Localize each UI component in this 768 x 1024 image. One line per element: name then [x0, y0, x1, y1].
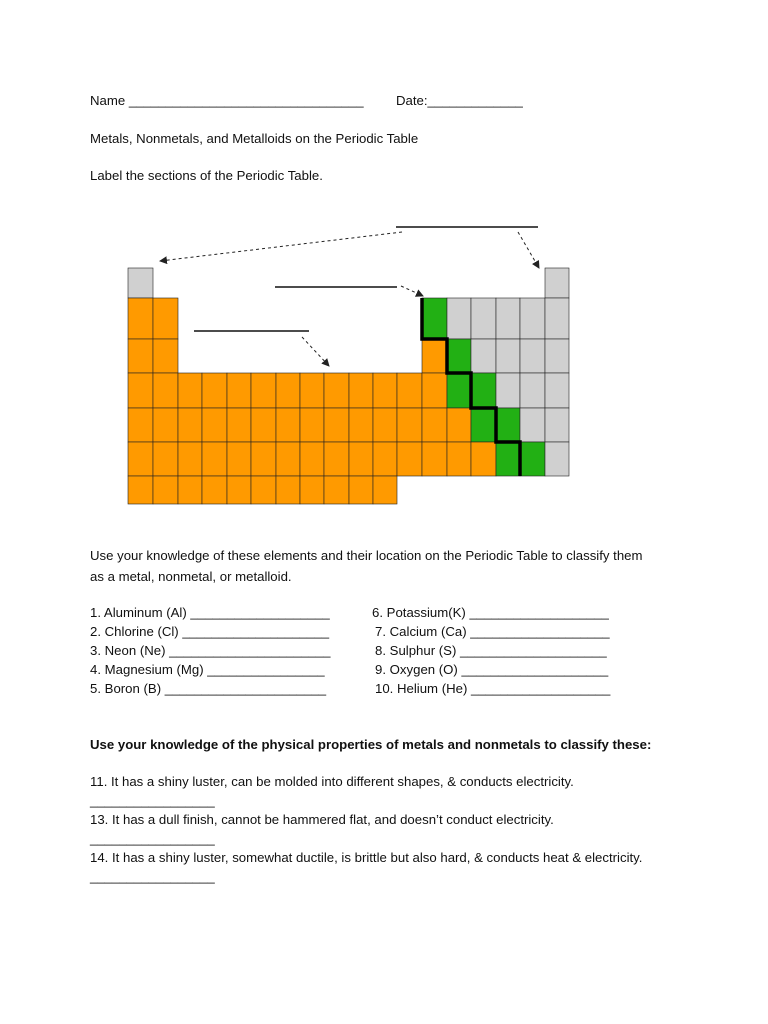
classify-instruction-line2: as a metal, nonmetal, or metalloid.	[90, 569, 292, 584]
name-field-label[interactable]: Name ________________________________	[90, 93, 364, 108]
question-item[interactable]: 5. Boron (B) ______________________	[90, 681, 327, 696]
element-cell	[545, 373, 569, 408]
element-cell	[447, 339, 471, 373]
periodic-table-cells	[128, 268, 569, 504]
question-item[interactable]: 10. Helium (He) ___________________	[375, 681, 611, 696]
element-cell	[520, 339, 545, 373]
element-cell	[496, 339, 520, 373]
element-cell	[447, 298, 471, 339]
element-cell	[397, 408, 422, 442]
worksheet-title: Metals, Nonmetals, and Metalloids on the Periodic Table	[90, 131, 419, 146]
element-cell	[520, 298, 545, 339]
element-cell	[545, 268, 569, 298]
element-cell	[422, 298, 447, 339]
question-item[interactable]: 9. Oxygen (O) ____________________	[375, 662, 609, 677]
element-cell	[153, 442, 178, 476]
element-cell	[471, 339, 496, 373]
element-cell	[153, 408, 178, 442]
element-cell	[349, 442, 373, 476]
element-cell	[324, 442, 349, 476]
arrow-to-hydrogen	[160, 232, 402, 261]
element-cell	[545, 339, 569, 373]
question-item[interactable]: 4. Magnesium (Mg) ________________	[90, 662, 325, 677]
element-cell	[202, 476, 227, 504]
element-cell	[471, 373, 496, 408]
element-cell	[324, 408, 349, 442]
element-cell	[496, 298, 520, 339]
classify-instruction-line1: Use your knowledge of these elements and their location on the Periodic Table to classify them	[90, 548, 643, 563]
question-14: 14. It has a shiny luster, somewhat ductile, is brittle but also hard, & conducts heat & electricity.	[90, 850, 643, 865]
element-cell	[227, 373, 251, 408]
date-field-label[interactable]: Date:_____________	[396, 93, 523, 108]
question-item[interactable]: 7. Calcium (Ca) ___________________	[375, 624, 610, 639]
element-cell	[276, 476, 300, 504]
element-cell	[397, 373, 422, 408]
question-item[interactable]: 6. Potassium(K) ___________________	[372, 605, 609, 620]
element-cell	[397, 442, 422, 476]
element-cell	[153, 476, 178, 504]
element-cell	[276, 408, 300, 442]
answer-line-14[interactable]: _________________	[90, 869, 215, 884]
question-item[interactable]: 3. Neon (Ne) ______________________	[90, 643, 331, 658]
element-cell	[545, 298, 569, 339]
element-cell	[128, 268, 153, 298]
element-cell	[276, 442, 300, 476]
element-cell	[227, 476, 251, 504]
label-instruction: Label the sections of the Periodic Table.	[90, 168, 323, 183]
element-cell	[251, 442, 276, 476]
element-cell	[251, 408, 276, 442]
element-cell	[471, 408, 496, 442]
element-cell	[300, 408, 324, 442]
element-cell	[471, 298, 496, 339]
element-cell	[128, 476, 153, 504]
element-cell	[349, 476, 373, 504]
question-11: 11. It has a shiny luster, can be molded into different shapes, & conducts electricity.	[90, 774, 574, 789]
element-cell	[251, 476, 276, 504]
question-13: 13. It has a dull finish, cannot be hammered flat, and doesn’t conduct electricity.	[90, 812, 554, 827]
element-cell	[422, 408, 447, 442]
element-cell	[153, 298, 178, 339]
element-cell	[447, 373, 471, 408]
element-cell	[178, 442, 202, 476]
element-cell	[349, 408, 373, 442]
element-cell	[422, 373, 447, 408]
element-cell	[496, 373, 520, 408]
element-cell	[496, 408, 520, 442]
element-cell	[324, 373, 349, 408]
element-cell	[373, 408, 397, 442]
element-cell	[128, 373, 153, 408]
element-cell	[227, 408, 251, 442]
element-cell	[520, 373, 545, 408]
element-cell	[496, 442, 520, 476]
element-cell	[153, 339, 178, 373]
element-cell	[153, 373, 178, 408]
element-cell	[276, 373, 300, 408]
element-cell	[128, 339, 153, 373]
element-cell	[471, 442, 496, 476]
element-cell	[178, 373, 202, 408]
element-cell	[202, 408, 227, 442]
question-item[interactable]: 8. Sulphur (S) ____________________	[375, 643, 607, 658]
element-cell	[545, 442, 569, 476]
element-cell	[447, 442, 471, 476]
arrow-to-metalloids	[401, 286, 423, 296]
element-cell	[373, 373, 397, 408]
element-cell	[422, 339, 447, 373]
arrow-to-metals	[302, 337, 329, 366]
element-cell	[422, 442, 447, 476]
element-cell	[324, 476, 349, 504]
arrow-to-helium	[518, 232, 539, 268]
answer-line-13[interactable]: _________________	[90, 831, 215, 846]
answer-line-11[interactable]: _________________	[90, 793, 215, 808]
element-cell	[545, 408, 569, 442]
question-item[interactable]: 1. Aluminum (Al) ___________________	[90, 605, 330, 620]
element-cell	[128, 442, 153, 476]
element-cell	[178, 408, 202, 442]
properties-heading: Use your knowledge of the physical properties of metals and nonmetals to classify these:	[90, 737, 652, 752]
element-cell	[373, 476, 397, 504]
element-cell	[202, 373, 227, 408]
element-cell	[128, 298, 153, 339]
element-cell	[300, 476, 324, 504]
element-cell	[520, 408, 545, 442]
element-cell	[178, 476, 202, 504]
element-cell	[520, 442, 545, 476]
element-cell	[202, 442, 227, 476]
element-cell	[251, 373, 276, 408]
element-cell	[300, 373, 324, 408]
element-cell	[349, 373, 373, 408]
element-cell	[300, 442, 324, 476]
element-cell	[227, 442, 251, 476]
element-cell	[128, 408, 153, 442]
element-cell	[447, 408, 471, 442]
question-item[interactable]: 2. Chlorine (Cl) ____________________	[90, 624, 330, 639]
element-cell	[373, 442, 397, 476]
